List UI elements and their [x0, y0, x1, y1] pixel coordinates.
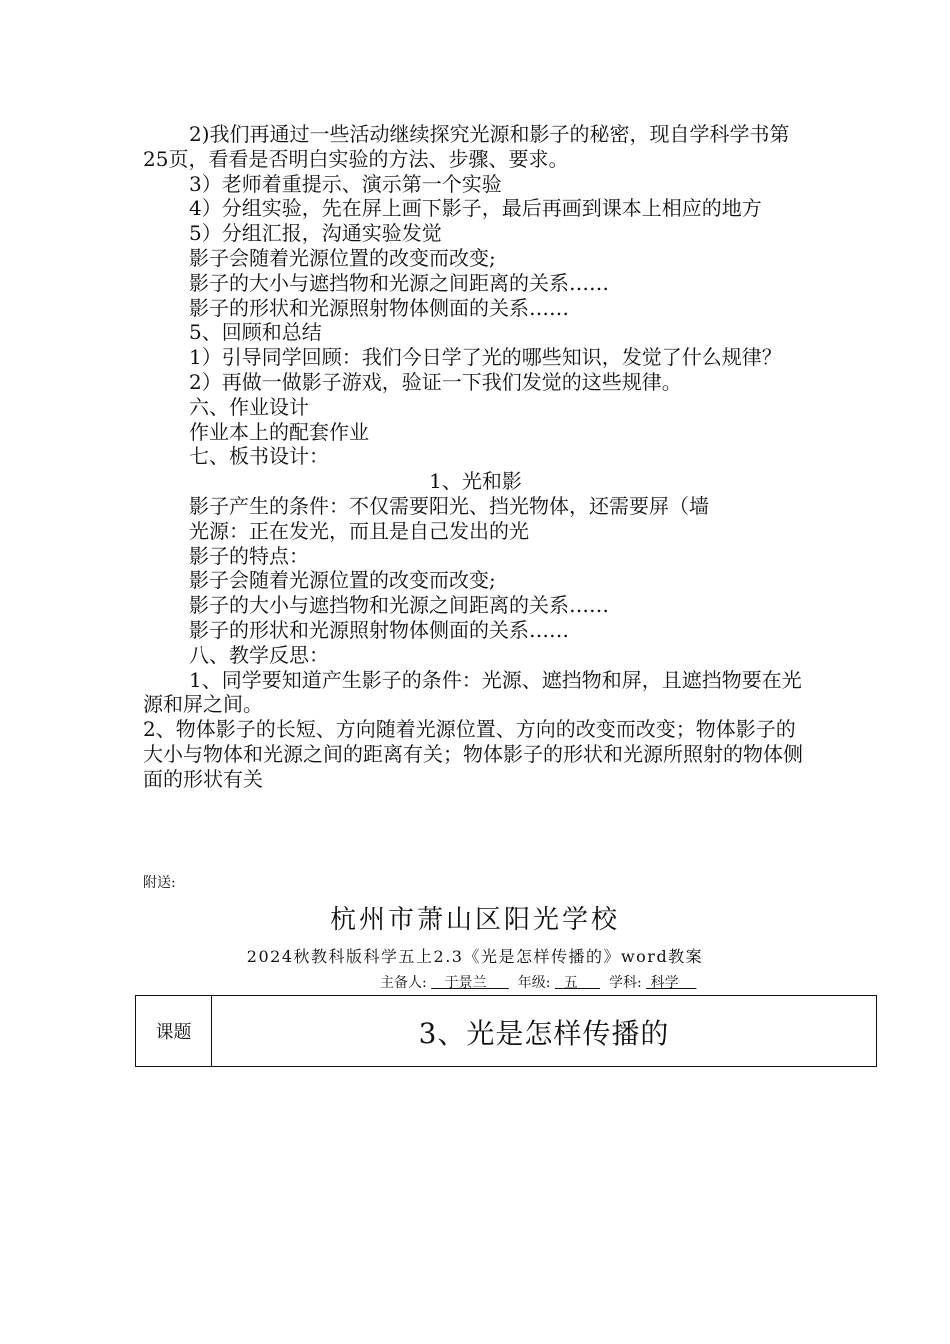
school-name: 杭州市萧山区阳光学校 — [329, 905, 620, 935]
document-subtitle: 2024秋教科版科学五上2.3《光是怎样传播的》word教案 — [246, 947, 704, 966]
paragraph: 1）引导同学回顾：我们今日学了光的哪些知识，发觉了什么规律？ — [189, 345, 782, 370]
paragraph: 影子的形状和光源照射物体侧面的关系…… — [189, 295, 569, 320]
appendix-label: 附送: — [143, 875, 176, 891]
paragraph: 影子产生的条件：不仅需要阳光、挡光物体，还需要屏（墙 — [189, 493, 709, 518]
paragraph: 影子的形状和光源照射物体侧面的关系…… — [189, 617, 569, 642]
paragraph: 2)我们再通过一些活动继续探究光源和影子的秘密，现自学科学书第25页，看看是否明白实验的方法、步骤、要求。 — [143, 122, 790, 171]
subject-label: 学科: — [608, 975, 642, 991]
paragraph: 4）分组实验，先在屏上画下影子，最后再画到课本上相应的地方 — [189, 196, 762, 221]
paragraph: 影子的特点： — [189, 543, 309, 568]
section-heading: 八、教学反思： — [189, 642, 329, 667]
paragraph: 光源：正在发光，而且是自己发出的光 — [189, 518, 529, 543]
grade-label: 年级: — [517, 975, 551, 991]
preparer-name: 于景兰 — [444, 975, 487, 991]
subject-value: 科学 — [650, 975, 679, 991]
paragraph: 1、同学要知道产生影子的条件：光源、遮挡物和屏，且遮挡物要在光源和屏之间。 — [143, 667, 802, 717]
paragraph: 2、物体影子的长短、方向随着光源位置、方向的改变而改变；物体影子的大小与物体和光源之间的距离有关；物体影子的形状和光源所照射的物体侧面的形状有关 — [143, 717, 803, 791]
paragraph: 2）再做一做影子游戏，验证一下我们发觉的这些规律。 — [189, 369, 682, 394]
paragraph: 5）分组汇报，沟通实验发觉 — [189, 221, 442, 246]
paragraph: 影子的大小与遮挡物和光源之间距离的关系…… — [189, 270, 609, 295]
lesson-title-cell: 3、光是怎样传播的 — [418, 1017, 670, 1050]
lesson-label-cell: 课题 — [136, 996, 212, 1066]
paragraph: 影子会随着光源位置的改变而改变; — [189, 568, 496, 593]
lesson-title-table — [135, 995, 877, 1067]
preparer-info — [380, 973, 696, 993]
lesson-plan-body — [143, 122, 808, 792]
preparer-label: 主备人: — [380, 975, 427, 991]
paragraph: 作业本上的配套作业 — [189, 419, 369, 444]
section-heading: 七、板书设计： — [189, 444, 329, 469]
section-heading: 六、作业设计 — [189, 394, 309, 419]
paragraph: 影子的大小与遮挡物和光源之间距离的关系…… — [189, 593, 609, 618]
grade-value: 五 — [563, 975, 578, 991]
paragraph: 3）老师着重提示、演示第一个实验 — [189, 171, 502, 196]
section-heading: 5、回顾和总结 — [189, 320, 322, 345]
paragraph: 影子会随着光源位置的改变而改变; — [189, 245, 496, 270]
board-title: 1、光和影 — [429, 469, 522, 494]
